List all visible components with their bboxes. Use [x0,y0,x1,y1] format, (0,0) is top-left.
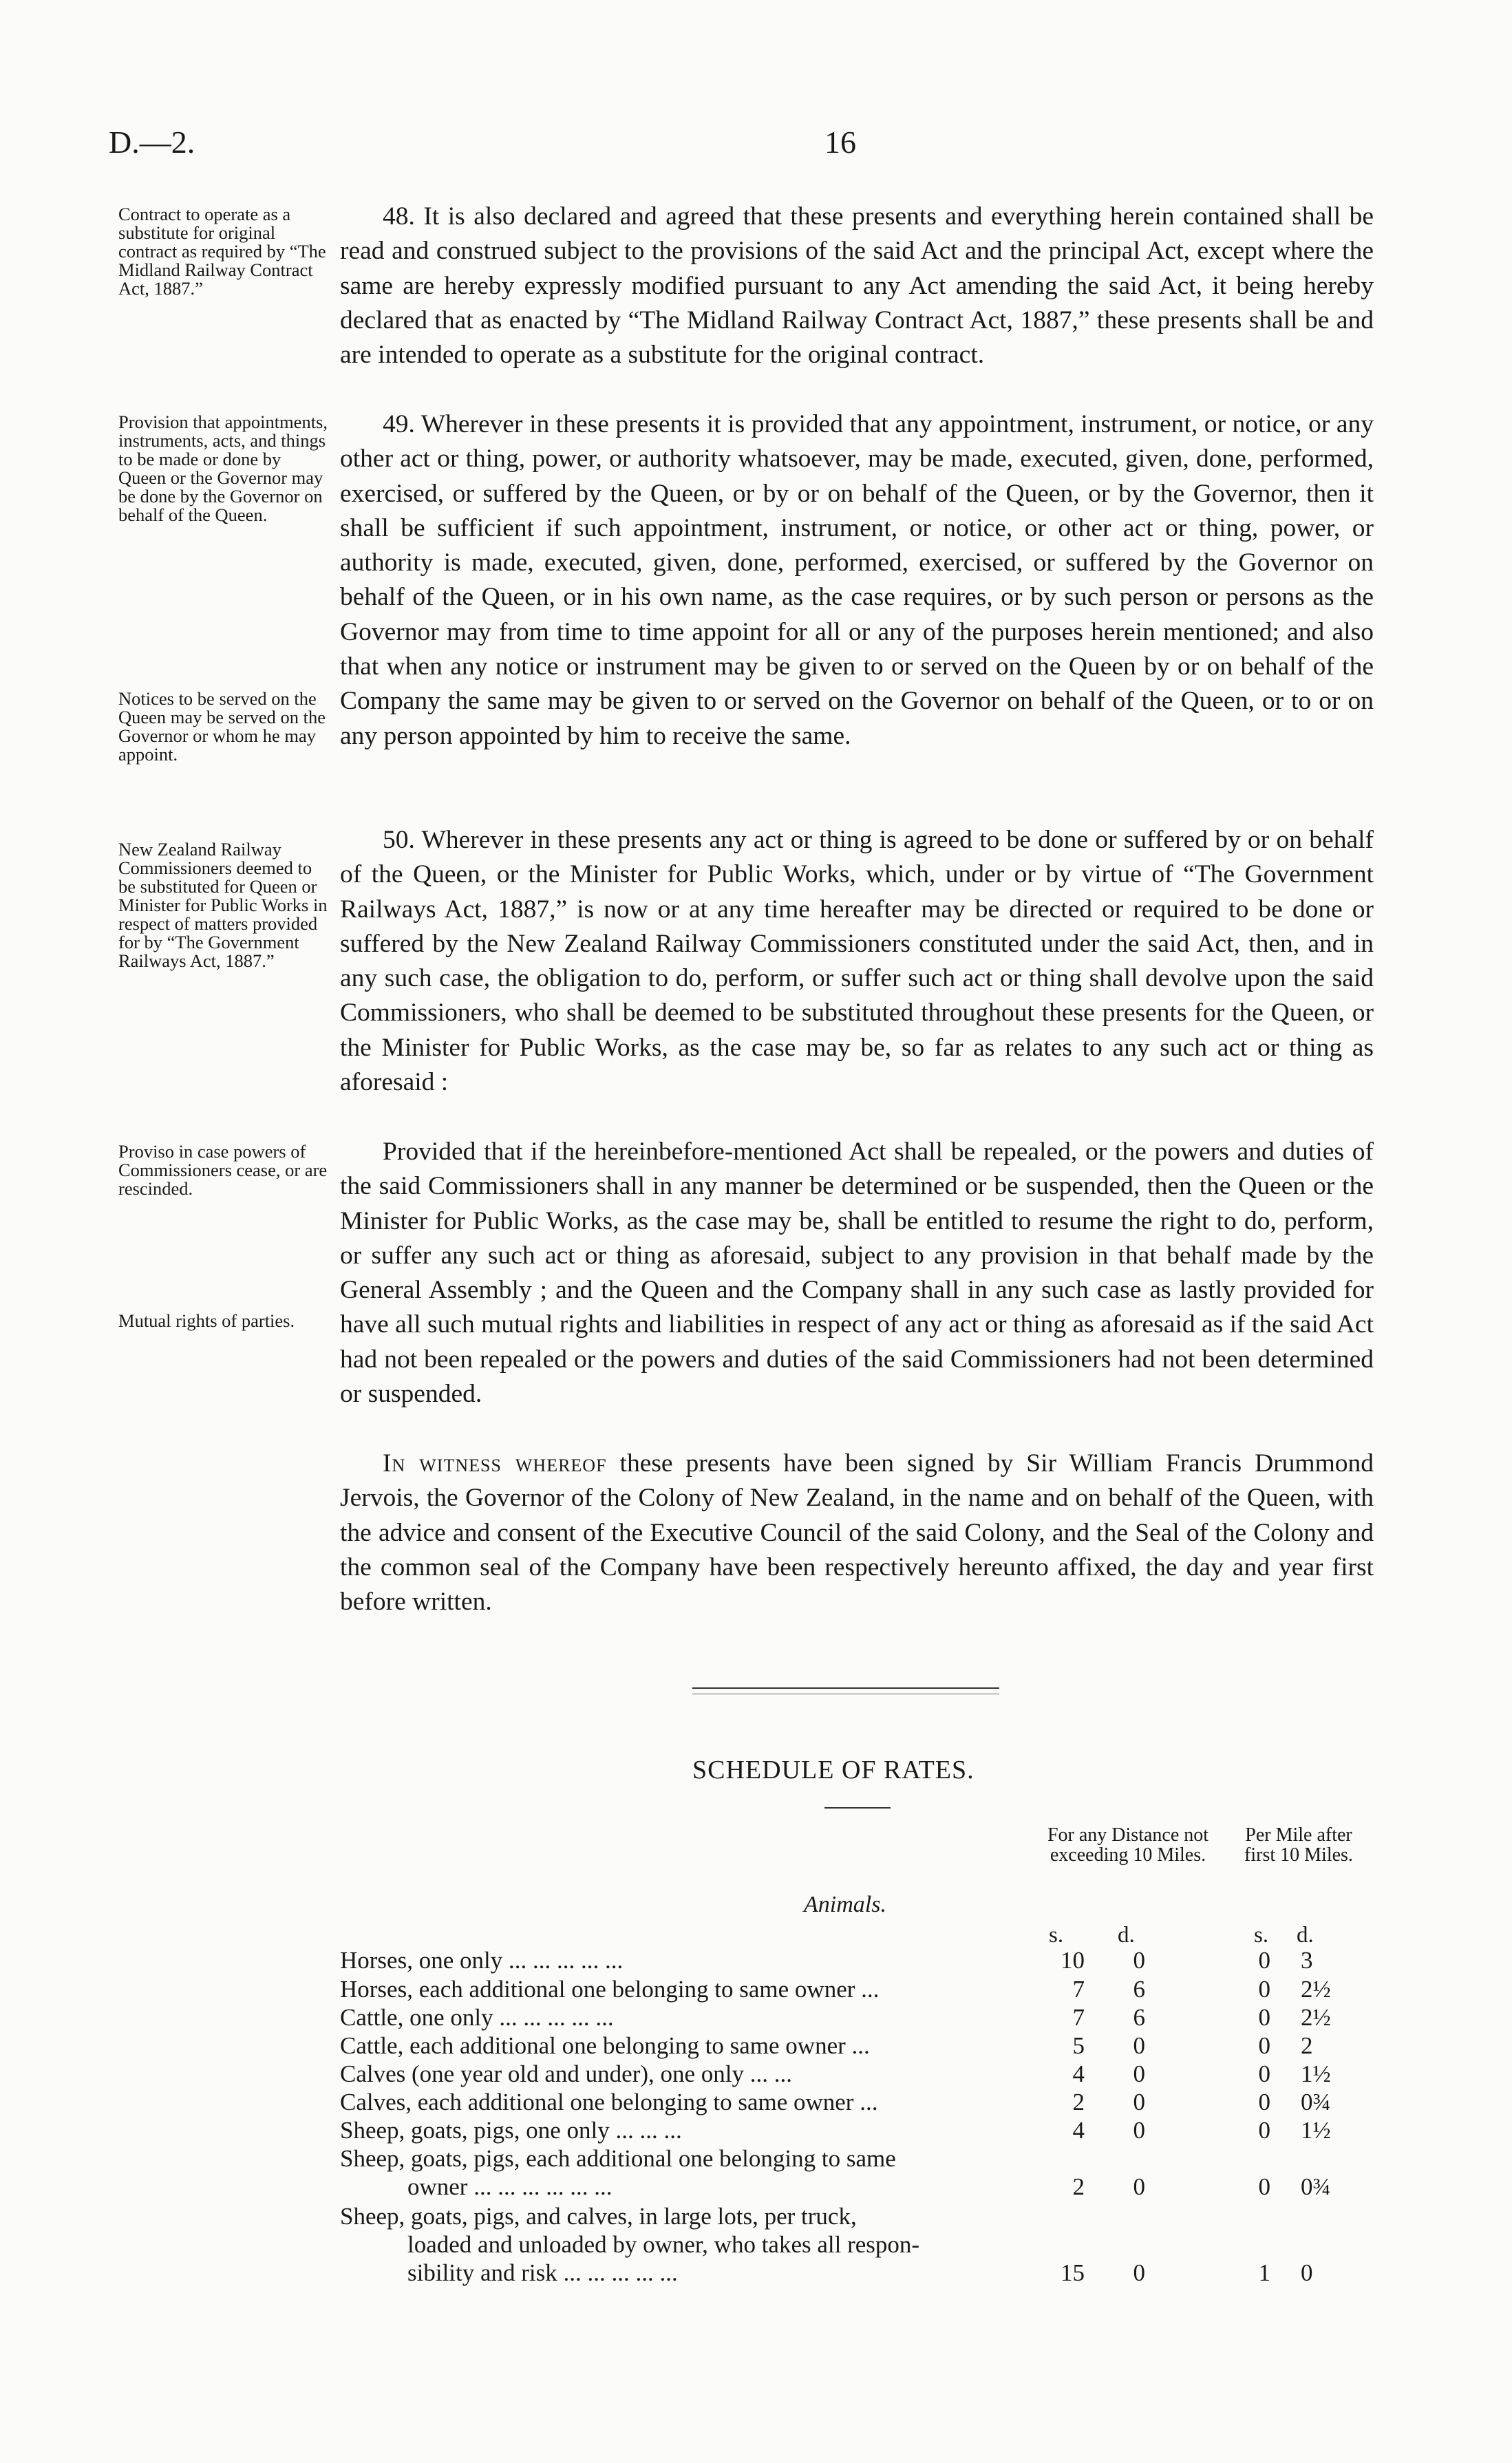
rate-row-label: Sheep, goats, pigs, and calves, in large lots, per truck, [340,2203,857,2230]
margin-note-notices: Notices to be served on the Queen may be served on the Governor or whom he may appoint. [118,688,326,765]
margin-note-49: Provision that appointments, instruments, acts, and things to be made or done by Queen or the Governor may be done by the Governor on behalf of the Queen. [118,412,328,525]
rate-row-label: Calves, each additional one belonging to same owner ... [340,2089,878,2115]
rate-row-s1: 2 [1072,2173,1085,2200]
unit-shillings-col2: s. [1254,1923,1269,1948]
rate-row-d2: 0¾ [1301,2173,1331,2200]
rate-row-d1: 6 [1133,2004,1145,2031]
rate-row-d1: 0 [1133,2089,1145,2115]
rate-row-d2: 1½ [1301,2117,1331,2144]
margin-note-proviso: Proviso in case powers of Commissioners cease, or are rescinded. [118,1141,328,1199]
rate-row-label-continued [340,2259,1035,2288]
clause-49: 49. Wherever in these presents it is provided that any appointment, instrument, or notice, or any other act or thing, power, or authority whatsoever, may be made, executed, given, done, performed, exercised, or suffered by the Queen, or by or on behalf of the Queen, or by the Governor, then it shall be sufficient if such appointment, instrument, or notice, or other act or thing, power, or authority is made, executed, given, done, performed, exercised, or suffered by the Governor on behalf of the Queen, or in his own name, as the case requires, or by such person or persons as the Governor may from time to time appoint for all or any of the purposes herein mentioned; and also that when any notice or instrument may be given to or served on the Queen by or on behalf of the Company the same may be given to or served on the Governor on behalf of the Queen, or to or on any person appointed by him to receive the same. [340,410,1374,750]
schedule-section-heading: Animals. [804,1892,886,1917]
rate-row-s1: 2 [1072,2089,1085,2115]
rate-row-label: Horses, one only ... ... ... ... ... [340,1947,624,1974]
clause-50: 50. Wherever in these presents any act or thing is agreed to be done or suffered by or on behalf of the Queen, or the Minister for Public Works, which, under or by virtue of “The Government Railways Act, 1887,” is now or at any time hereafter may be directed or required to be done or suffered by the New Zealand Railway Commissioners constituted under the said Act, then, and in any such case, the obligation to do, perform, or suffer such act or thing shall devolve upon the said Commissioners, who shall be deemed to be substituted throughout these presents for the Queen, or the Minister for Public Works, as the case may be, so far as relates to any such act or thing as aforesaid : [340,826,1374,1097]
rate-row-s1: 10 [1061,1947,1085,1974]
margin-note-50: New Zealand Railway Commissioners deemed to be substituted for Queen or Minister for Public Works in respect of matters provided for by “The Government Railways Act, 1887.” [118,839,328,971]
rate-row-label: Calves (one year old and under), one only ... ... [340,2060,793,2087]
rate-row-d2: 1½ [1301,2060,1331,2087]
rate-row-label: Sheep, goats, pigs, each additional one belonging to same [340,2145,896,2172]
unit-shillings-col1: s. [1049,1923,1064,1948]
rate-row-cont: owner ... ... ... ... ... ... [407,2173,613,2200]
rate-row-d1: 0 [1133,2032,1145,2059]
rate-row-d1: 6 [1133,1976,1145,2003]
rate-row-d2: 0¾ [1301,2089,1331,2115]
rate-row-d1: 0 [1133,1947,1145,1974]
rate-row-d2: 2½ [1301,1976,1331,2003]
clause-48: 48. It is also declared and agreed that these presents and everything herein contained shall be read and construed subject to the provisions of the said Act and the principal Act, except where the same are hereby expressly modified pursuant to any Act amending the said Act, it being hereby declared that as enacted by “The Midland Railway Contract Act, 1887,” these presents shall be and are intended to operate as a substitute for the original contract. [340,202,1374,370]
page-number: 16 [824,125,856,160]
witness-lead: In witness whereof [383,1449,607,1478]
rate-row-cont: sibility and risk ... ... ... ... ... [407,2259,678,2286]
column-header-per-mile: Per Mile after first 10 Miles. [1244,1824,1353,1866]
rate-row-s2: 0 [1258,2060,1270,2087]
rate-row-s2: 0 [1258,2173,1270,2200]
rate-row-d2: 0 [1301,2259,1313,2286]
rate-row-s2: 0 [1258,2089,1270,2115]
unit-pence-col1: d. [1118,1923,1135,1948]
witness-body: these presents have been signed by Sir William Francis Drummond Jervois, the Governor of the Colony of New Zealand, in the name and on behalf of the Queen, with the advice and consent of the Executive Council of the said Colony, and the Seal of the Colony and the common seal of the Company have been respectively hereunto affixed, the day and year first before written. [340,1449,1374,1617]
witness-clause [340,1447,1374,1619]
rate-row-s2: 1 [1258,2259,1270,2286]
rate-row-d1: 0 [1133,2060,1145,2087]
proviso-paragraph: Provided that if the hereinbefore-mentioned Act shall be repealed, or the powers and duties of the said Commissioners shall in any manner be determined or be suspended, then the Queen or the Minister for Public Works, as the case may be, shall be entitled to resume the right to do, perform, or suffer any such act or thing as aforesaid, subject to any provision in that behalf made by the General Assembly ; and the Queen and the Company shall in any such case as lastly provided for have all such mutual rights and liabilities in respect of any act or thing as aforesaid as if the said Act had not been repealed or the powers and duties of the said Commissioners had not been determined or suspended. [340,1138,1374,1409]
schedule-title-rule [824,1807,891,1809]
rate-row-d1: 0 [1133,2173,1145,2200]
rate-row-s1: 4 [1072,2060,1085,2087]
unit-pence-col2: d. [1297,1923,1314,1948]
rate-row-d2: 2 [1301,2032,1313,2059]
rate-row-cont: loaded and unloaded by owner, who takes all respon- [407,2231,920,2258]
rate-row-s1: 7 [1072,2004,1085,2031]
rate-row-label: Cattle, each additional one belonging to same owner ... [340,2032,870,2059]
rate-row-s2: 0 [1258,1947,1270,1974]
rate-row-label: Horses, each additional one belonging to same owner ... [340,1976,880,2003]
rate-row-s1: 4 [1072,2117,1085,2144]
rate-row-s2: 0 [1258,2032,1270,2059]
margin-note-mutual-rights: Mutual rights of parties. [118,1310,295,1331]
rate-row-s1: 7 [1072,1976,1085,2003]
rate-row-s2: 0 [1258,1976,1270,2003]
rate-row-d2: 3 [1301,1947,1313,1974]
rate-row-s1: 5 [1072,2032,1085,2059]
rate-row-d2: 2½ [1301,2004,1331,2031]
rate-row-s2: 0 [1258,2004,1270,2031]
document-reference: D.—2. [109,125,195,160]
schedule-title: SCHEDULE OF RATES. [692,1756,975,1784]
rate-row-s1: 15 [1061,2259,1085,2286]
rate-row-label-continued [340,2230,1035,2259]
section-divider [692,1687,999,1689]
rate-row-label: Cattle, one only ... ... ... ... ... [340,2004,614,2031]
rate-row-s2: 0 [1258,2117,1270,2144]
column-header-first-10-miles: For any Distance not exceeding 10 Miles. [1047,1824,1209,1866]
rate-row-d1: 0 [1133,2259,1145,2286]
rate-row-d1: 0 [1133,2117,1145,2144]
rate-row-label: Sheep, goats, pigs, one only ... ... ... [340,2117,682,2144]
rate-row-label-continued [340,2173,1035,2201]
margin-note-48: Contract to operate as a substitute for original contract as required by “The Midland Railway Contract Act, 1887.” [118,204,326,299]
